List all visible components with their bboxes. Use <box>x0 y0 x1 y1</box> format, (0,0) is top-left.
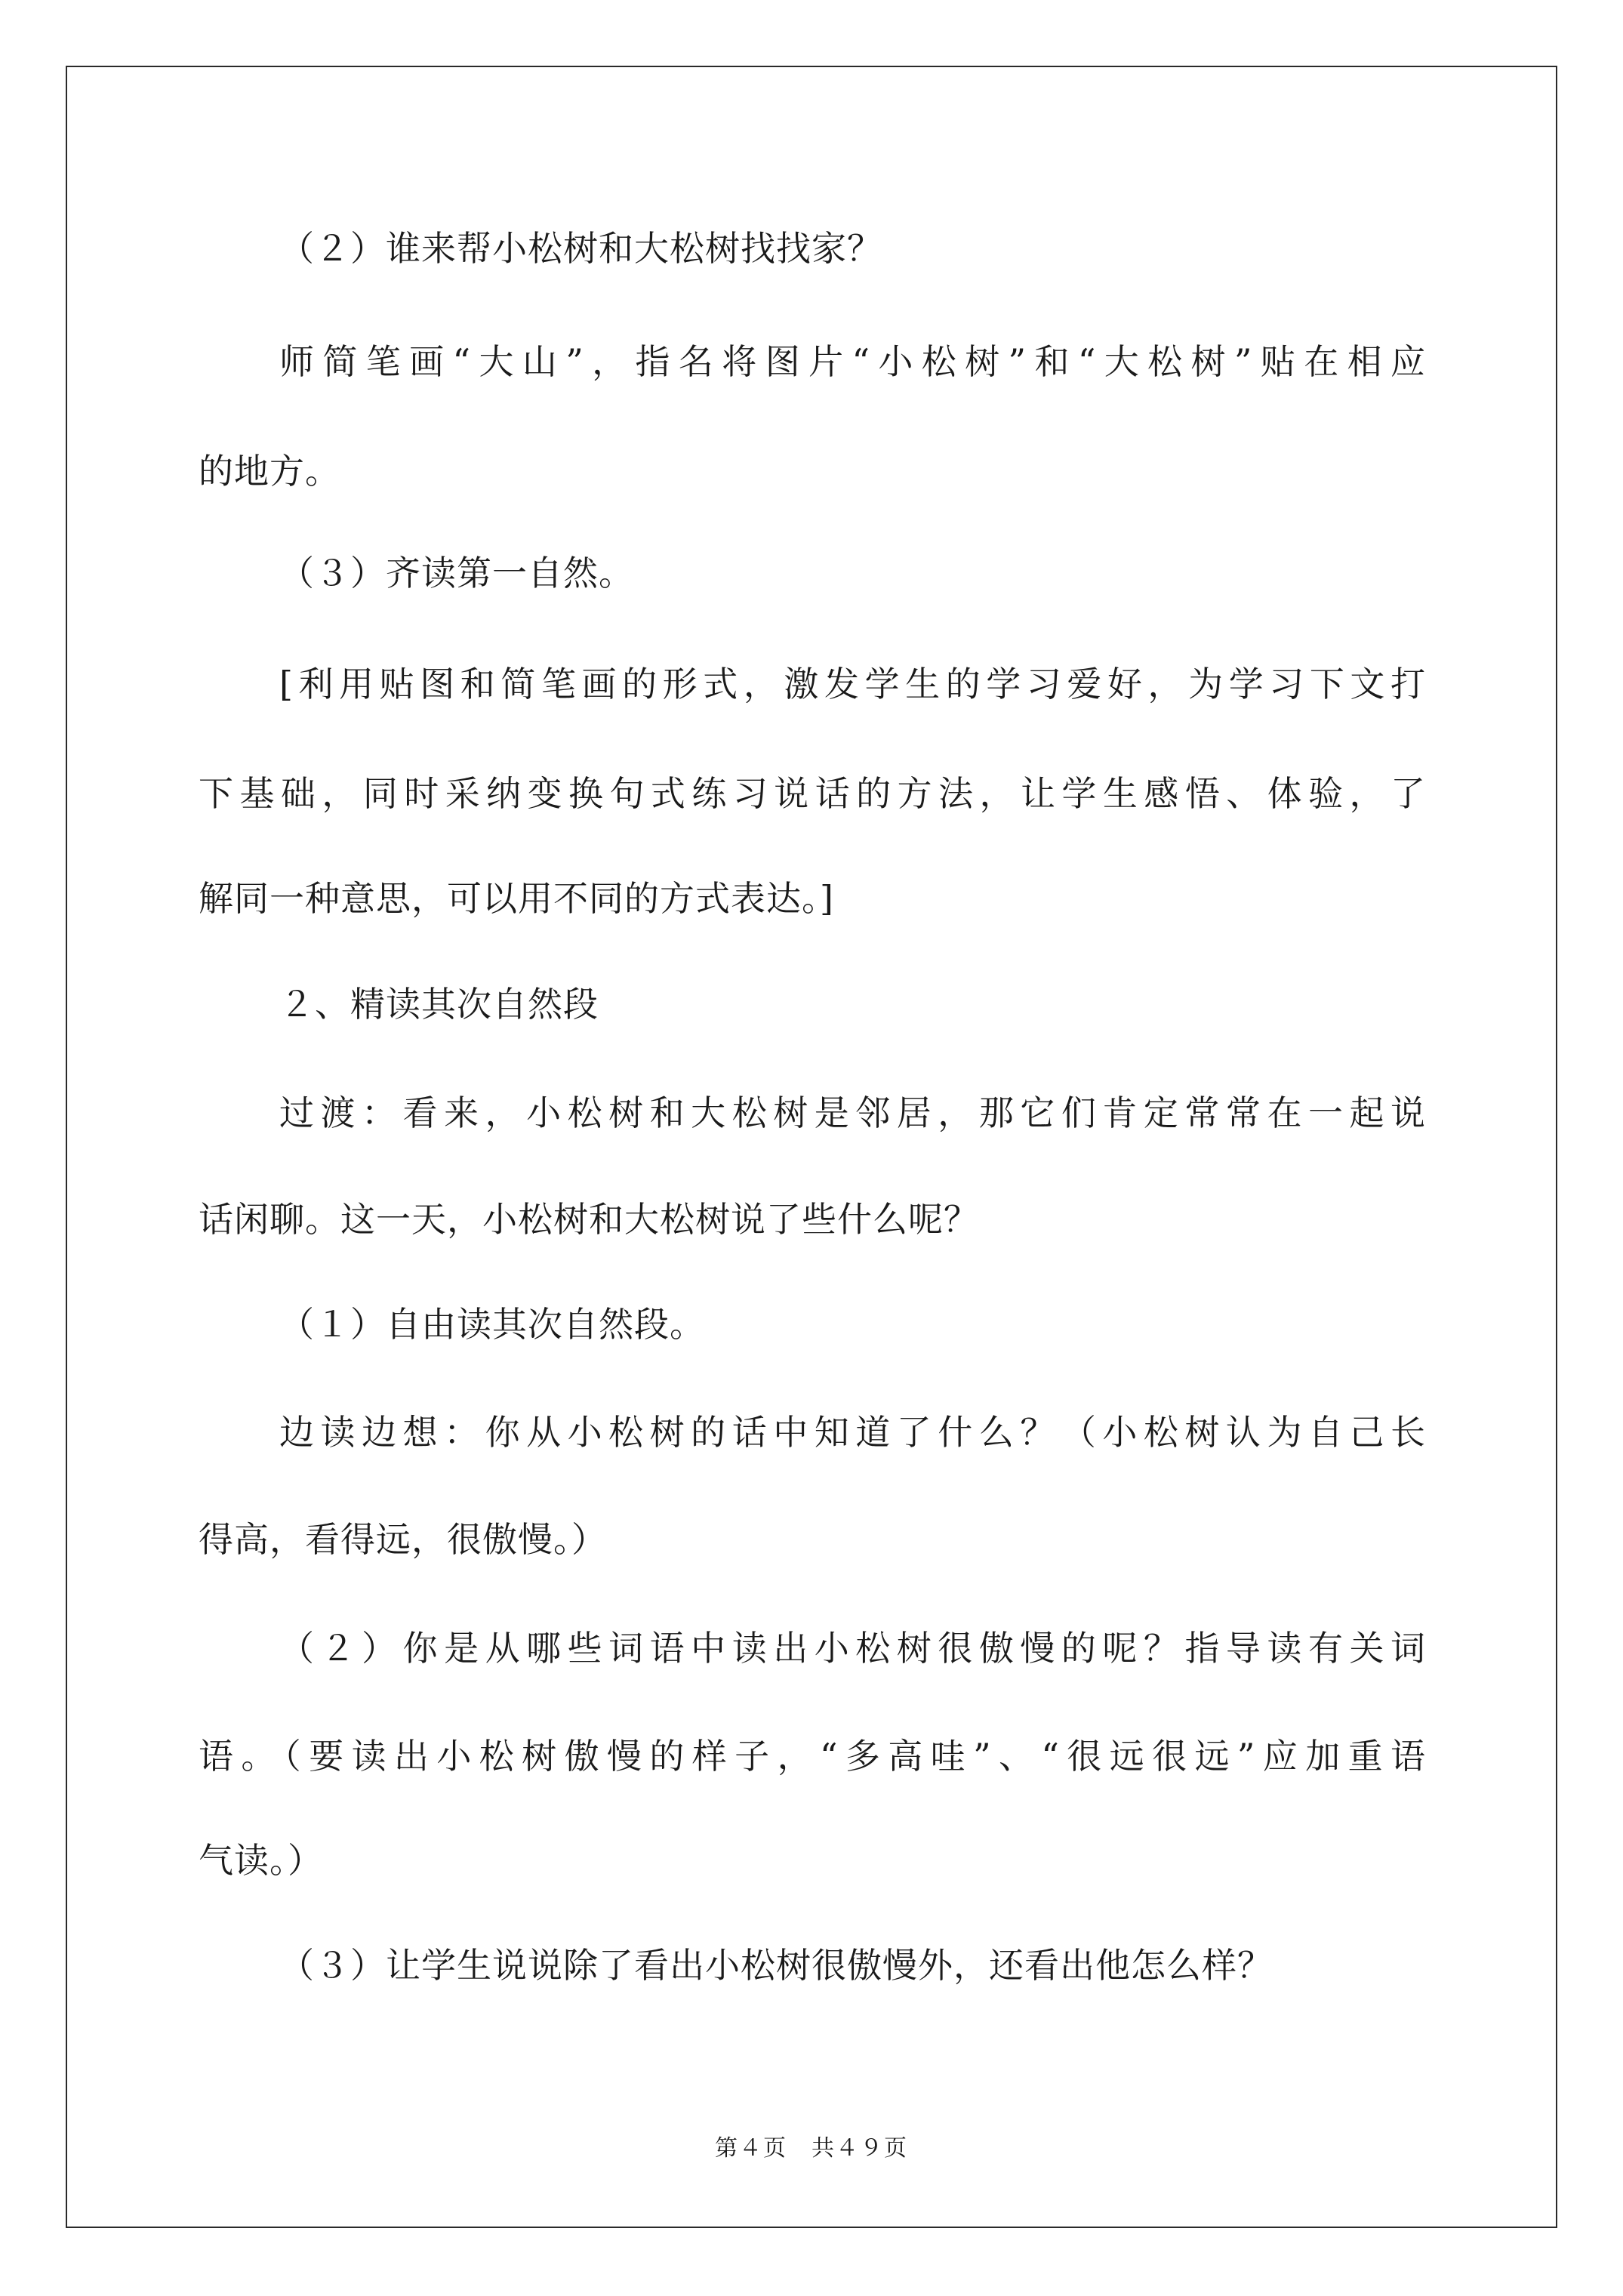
paragraph-line: （２）你是从哪些词语中读出小松树很傲慢的呢？指导读有关词 <box>279 1628 1425 1669</box>
paragraph-line: ２、精读其次自然段 <box>279 984 599 1025</box>
paragraph-line: （２）谁来帮小松树和大松树找找家？ <box>279 228 882 269</box>
paragraph-line: 边读边想：你从小松树的话中知道了什么？（小松树认为自己长 <box>279 1412 1425 1453</box>
page-border <box>66 66 1557 2228</box>
paragraph-line: 得高，看得远，很傲慢。） <box>199 1519 607 1560</box>
paragraph-line: 的地方。 <box>199 451 340 492</box>
paragraph-line: 过渡：看来，小松树和大松树是邻居，那它们肯定常常在一起说 <box>279 1093 1425 1133</box>
page-number-footer: 第４页 共４９页 <box>715 2135 908 2162</box>
paragraph-line: 话闲聊。这一天，小松树和大松树说了些什么呢？ <box>199 1199 979 1240</box>
paragraph-line: （３）让学生说说除了看出小松树很傲慢外，还看出他怎么样？ <box>279 1945 1273 1986</box>
paragraph-line: 下基础，同时采纳变换句式练习说话的方法，让学生感悟、体验，了 <box>199 773 1425 814</box>
paragraph-line: 师简笔画“大山”，指名将图片“小松树”和“大松树”贴在相应 <box>279 341 1425 382</box>
paragraph-line: （１）自由读其次自然段。 <box>279 1304 705 1345</box>
paragraph-line: 解同一种意思，可以用不同的方式表达。] <box>199 878 834 919</box>
paragraph-line: （３）齐读第一自然。 <box>279 553 634 593</box>
paragraph-line: 气读。） <box>199 1840 323 1881</box>
paragraph-line: [利用贴图和简笔画的形式，激发学生的学习爱好，为学习下文打 <box>279 664 1425 704</box>
paragraph-line: 语。（要读出小松树傲慢的样子，“多高哇”、“很远很远”应加重语 <box>199 1736 1425 1777</box>
